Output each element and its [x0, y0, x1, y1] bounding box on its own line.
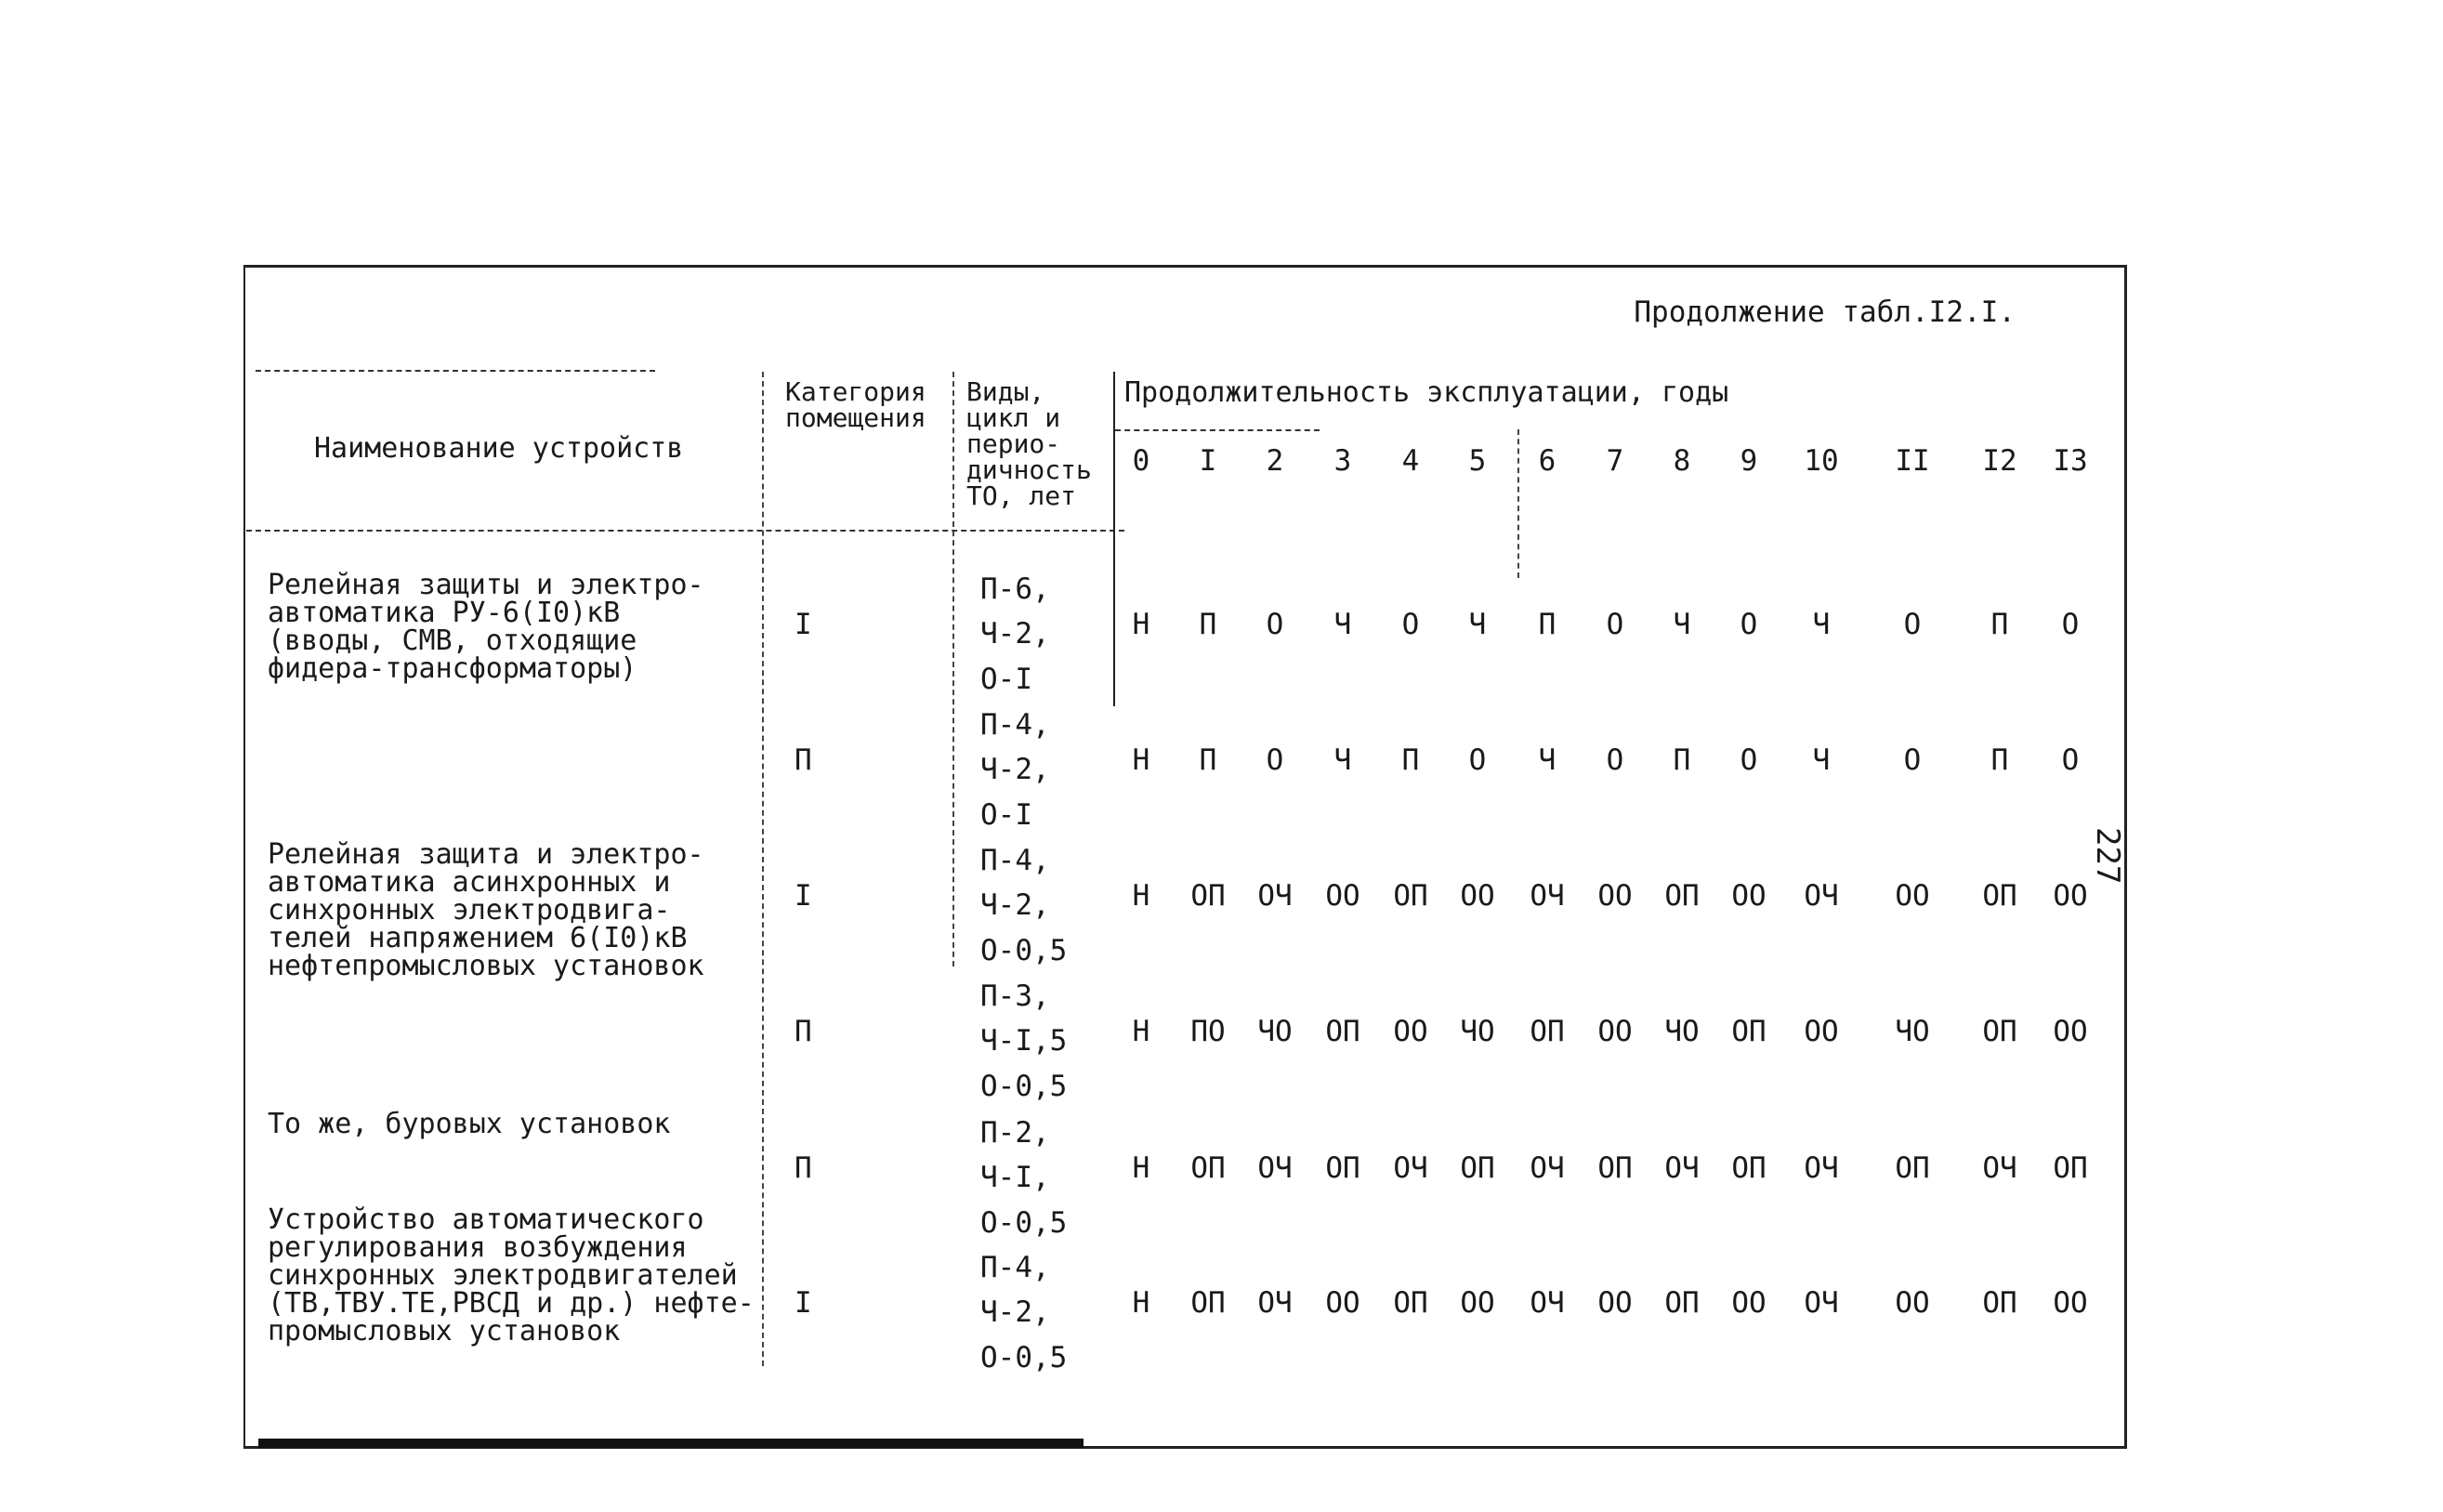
maintenance-cell: О	[2061, 743, 2080, 777]
maintenance-type-line: О-0,5	[980, 933, 1068, 967]
maintenance-cell: П	[1990, 608, 2009, 641]
maintenance-type-line: О-I	[980, 662, 1032, 696]
header-category: Категория помещения	[785, 376, 926, 433]
maintenance-types	[980, 1245, 1067, 1380]
maintenance-types	[980, 974, 1067, 1109]
maintenance-cell: П	[1199, 743, 1217, 777]
year-header: 2	[1266, 444, 1284, 478]
maintenance-type-line: Ч-2,	[980, 1295, 1050, 1330]
maintenance-cell: Н	[1132, 608, 1150, 641]
maintenance-cell: ОП	[1393, 879, 1428, 913]
maintenance-cell: ОО	[1325, 879, 1360, 913]
year-header: 6	[1538, 444, 1556, 478]
maintenance-cell: ОО	[1597, 1015, 1633, 1048]
header-bottom-rule	[246, 530, 1124, 532]
room-category: I	[795, 879, 812, 913]
header-top-rule	[256, 370, 655, 372]
maintenance-cell: ЧО	[1460, 1015, 1495, 1048]
maintenance-cell: ОП	[1664, 879, 1700, 913]
maintenance-cell: ОП	[1664, 1286, 1700, 1320]
maintenance-cell: О	[2061, 608, 2080, 641]
maintenance-type-line: О-0,5	[980, 1069, 1068, 1103]
maintenance-cell: ОП	[1190, 1286, 1226, 1320]
year-header: I3	[2053, 444, 2088, 478]
maintenance-cell: ОП	[1982, 1015, 2017, 1048]
maintenance-cell: ОЧ	[1804, 1286, 1839, 1320]
maintenance-cell: ОО	[1393, 1015, 1428, 1048]
maintenance-type-line: Ч-2,	[980, 753, 1050, 787]
maintenance-cell: ОП	[1393, 1286, 1428, 1320]
page-number: 227	[2089, 827, 2126, 885]
maintenance-cell: ОО	[1731, 879, 1767, 913]
maintenance-cell: ОП	[1325, 1015, 1360, 1048]
maintenance-type-line: П-6,	[980, 572, 1050, 606]
room-category: I	[795, 1286, 812, 1320]
maintenance-type-line: П-2,	[980, 1116, 1050, 1150]
maintenance-type-line: П-4,	[980, 844, 1050, 877]
room-category: I	[795, 608, 812, 641]
maintenance-cell: Ч	[1333, 608, 1352, 641]
maintenance-cell: ОП	[2053, 1151, 2088, 1185]
maintenance-type-line: Ч-2,	[980, 888, 1050, 923]
maintenance-cell: Н	[1132, 1286, 1150, 1320]
maintenance-cell: ОП	[1325, 1151, 1360, 1185]
header-duration: Продолжительность эксплуатации, годы	[1124, 376, 1729, 409]
maintenance-cell: П	[1673, 743, 1691, 777]
room-category: П	[795, 743, 812, 777]
col-divider-2	[952, 372, 954, 966]
maintenance-cell: ОЧ	[1257, 879, 1293, 913]
maintenance-cell: П	[1990, 743, 2009, 777]
maintenance-cell: ОО	[2053, 1015, 2088, 1048]
maintenance-cell: Ч	[1673, 608, 1691, 641]
maintenance-cell: О	[1266, 608, 1284, 641]
maintenance-cell: ОЧ	[1804, 879, 1839, 913]
maintenance-cell: ОО	[1895, 1286, 1930, 1320]
maintenance-cell: ОО	[1731, 1286, 1767, 1320]
maintenance-cell: Н	[1132, 1015, 1150, 1048]
maintenance-cell: О	[1468, 743, 1487, 777]
maintenance-cell: ОО	[2053, 879, 2088, 913]
maintenance-cell: ОО	[1895, 879, 1930, 913]
maintenance-cell: О	[1903, 608, 1922, 641]
year-header: 9	[1740, 444, 1758, 478]
maintenance-cell: ЧО	[1895, 1015, 1930, 1048]
maintenance-cell: Ч	[1333, 743, 1352, 777]
year-header: I	[1199, 444, 1217, 478]
year-header: 8	[1673, 444, 1691, 478]
maintenance-cell: ОП	[1597, 1151, 1633, 1185]
maintenance-cell: ОО	[1460, 1286, 1495, 1320]
maintenance-cell: ОЧ	[1257, 1286, 1293, 1320]
maintenance-cell: ОП	[1190, 879, 1226, 913]
year-header: 7	[1606, 444, 1624, 478]
maintenance-cell: ОО	[1460, 879, 1495, 913]
years-rule	[1115, 429, 1320, 431]
maintenance-type-line: Ч-2,	[980, 617, 1050, 651]
maintenance-cell: Н	[1132, 743, 1150, 777]
maintenance-types	[980, 567, 1050, 702]
maintenance-cell: ОП	[1460, 1151, 1495, 1185]
maintenance-cell: Ч	[1812, 743, 1831, 777]
maintenance-cell: ОЧ	[1664, 1151, 1700, 1185]
maintenance-type-line: П-4,	[980, 1251, 1050, 1284]
maintenance-cell: П	[1199, 608, 1217, 641]
col-divider-3	[1113, 372, 1115, 706]
maintenance-type-line: О-I	[980, 797, 1032, 832]
maintenance-cell: О	[1740, 608, 1758, 641]
maintenance-cell: ЧО	[1257, 1015, 1293, 1048]
maintenance-cell: ОП	[1982, 879, 2017, 913]
maintenance-cell: Ч	[1468, 608, 1487, 641]
maintenance-types	[980, 703, 1050, 837]
maintenance-cell: ОЧ	[1982, 1151, 2017, 1185]
maintenance-cell: ПО	[1190, 1015, 1226, 1048]
room-category: П	[795, 1015, 812, 1048]
maintenance-cell: О	[1903, 743, 1922, 777]
maintenance-cell: О	[1740, 743, 1758, 777]
maintenance-cell: ОП	[1731, 1015, 1767, 1048]
maintenance-cell: ЧО	[1664, 1015, 1700, 1048]
maintenance-type-line: П-4,	[980, 708, 1050, 742]
maintenance-cell: ОЧ	[1530, 879, 1565, 913]
device-name: Релейная защита и электро- автоматика асинхронных и синхронных электродвига- телей напряжением 6(I0)кВ нефтепромысловых установок	[268, 838, 704, 982]
maintenance-cell: Ч	[1538, 743, 1556, 777]
maintenance-cell: О	[1266, 743, 1284, 777]
maintenance-cell: ОП	[1731, 1151, 1767, 1185]
maintenance-cell: ОЧ	[1530, 1286, 1565, 1320]
maintenance-cell: Ч	[1812, 608, 1831, 641]
maintenance-cell: Н	[1132, 879, 1150, 913]
maintenance-type-line: О-0,5	[980, 1340, 1068, 1374]
maintenance-cell: ОЧ	[1257, 1151, 1293, 1185]
maintenance-cell: ОП	[1530, 1015, 1565, 1048]
year-header: 4	[1401, 444, 1420, 478]
year-header: II	[1895, 444, 1930, 478]
maintenance-cell: Н	[1132, 1151, 1150, 1185]
maintenance-types	[980, 1111, 1067, 1245]
continuation-label: Продолжение табл.I2.I.	[1634, 296, 2016, 329]
maintenance-cell: ОП	[1190, 1151, 1226, 1185]
device-name: Устройство автоматического регулирования возбуждения синхронных электродвигателей (ТВ,ТВУ.ТЕ,РВСД и др.) нефте- промысловых установок	[268, 1203, 755, 1348]
maintenance-cell: ОП	[1895, 1151, 1930, 1185]
year-header: 5	[1468, 444, 1487, 478]
col-divider-1	[762, 372, 764, 1366]
year-header: I2	[1982, 444, 2017, 478]
header-types: Виды, цикл и перио- дичность ТО, лет	[966, 376, 1092, 511]
room-category: П	[795, 1151, 812, 1185]
maintenance-cell: ОЧ	[1530, 1151, 1565, 1185]
maintenance-cell: П	[1401, 743, 1420, 777]
maintenance-type-line: П-3,	[980, 980, 1050, 1013]
maintenance-cell: ОО	[1804, 1015, 1839, 1048]
maintenance-cell: ОО	[1325, 1286, 1360, 1320]
maintenance-cell: ОО	[2053, 1286, 2088, 1320]
maintenance-cell: О	[1606, 743, 1624, 777]
year-header: 10	[1804, 444, 1839, 478]
maintenance-cell: О	[1401, 608, 1420, 641]
maintenance-type-line: О-0,5	[980, 1205, 1068, 1240]
maintenance-cell: О	[1606, 608, 1624, 641]
frame-edge	[258, 1439, 1084, 1448]
maintenance-type-line: Ч-I,5	[980, 1024, 1068, 1058]
maintenance-cell: ОЧ	[1804, 1151, 1839, 1185]
device-name: То же, буровых установок	[268, 1108, 671, 1140]
maintenance-cell: П	[1538, 608, 1556, 641]
year-header: 0	[1132, 444, 1150, 478]
maintenance-types	[980, 838, 1067, 973]
maintenance-type-line: Ч-I,	[980, 1161, 1050, 1195]
maintenance-cell: ОО	[1597, 1286, 1633, 1320]
header-name: Наименование устройств	[314, 432, 684, 465]
device-name: Релейная защиты и электро- автоматика РУ-6(I0)кВ (вводы, СМВ, отходящие фидера-трансформаторы)	[268, 569, 704, 685]
maintenance-cell: ОО	[1597, 879, 1633, 913]
year-header: 3	[1333, 444, 1352, 478]
maintenance-cell: ОЧ	[1393, 1151, 1428, 1185]
maintenance-cell: ОП	[1982, 1286, 2017, 1320]
